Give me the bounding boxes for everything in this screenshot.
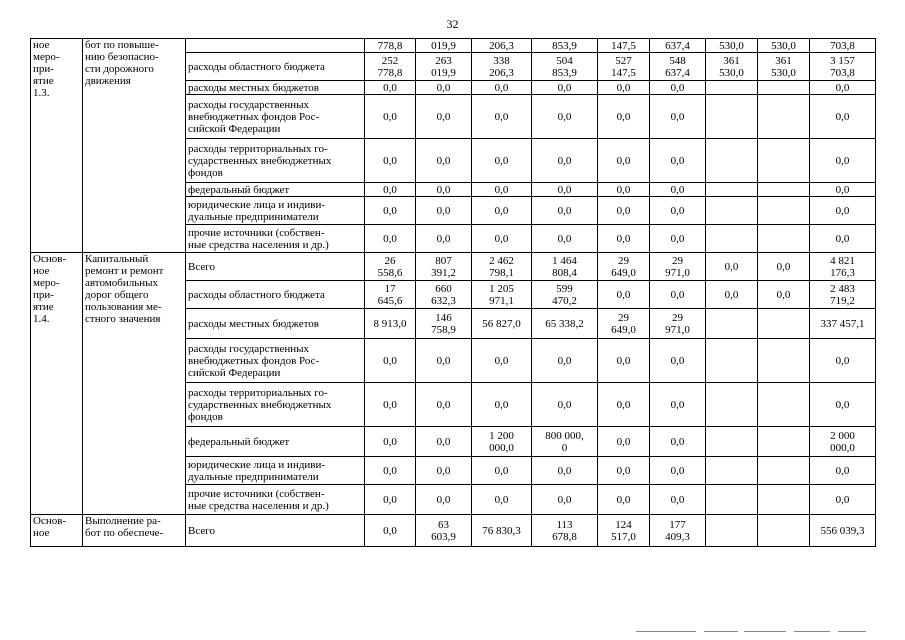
row-label: федеральный бюджет [186, 183, 365, 197]
value-cell: 0,0 [650, 95, 706, 139]
value-cell: 0,0 [598, 485, 650, 515]
value-cell: 8 913,0 [365, 309, 416, 339]
value-cell: 0,0 [472, 225, 532, 253]
value-cell: 29 971,0 [650, 309, 706, 339]
page-number: 32 [446, 17, 459, 31]
value-cell: 0,0 [598, 427, 650, 457]
value-cell: 853,9 [532, 39, 598, 53]
value-cell: 0,0 [706, 253, 758, 281]
value-cell [758, 515, 810, 547]
value-cell: 778,8 [365, 39, 416, 53]
row-label: расходы территориальных го- сударственных внебюджетных фондов [186, 139, 365, 183]
value-cell: 0,0 [365, 383, 416, 427]
value-cell: 0,0 [650, 383, 706, 427]
row-label: расходы областного бюджета [186, 281, 365, 309]
value-cell: 0,0 [810, 139, 876, 183]
value-cell: 0,0 [365, 225, 416, 253]
value-cell: 0,0 [810, 183, 876, 197]
value-cell [758, 339, 810, 383]
value-cell: 2 483 719,2 [810, 281, 876, 309]
value-cell: 0,0 [472, 95, 532, 139]
value-cell [758, 95, 810, 139]
value-cell: 361 530,0 [758, 53, 810, 81]
row-label: расходы местных бюджетов [186, 81, 365, 95]
value-cell: 0,0 [650, 183, 706, 197]
value-cell [758, 309, 810, 339]
value-cell [706, 309, 758, 339]
value-cell: 63 603,9 [416, 515, 472, 547]
value-cell: 0,0 [650, 281, 706, 309]
value-cell [706, 383, 758, 427]
row-label: расходы территориальных го- сударственных внебюджетных фондов [186, 383, 365, 427]
value-cell: 0,0 [472, 457, 532, 485]
row-label: юридические лица и индиви- дуальные предприниматели [186, 457, 365, 485]
value-cell: 0,0 [416, 95, 472, 139]
value-cell: 0,0 [598, 281, 650, 309]
value-cell: 1 464 808,4 [532, 253, 598, 281]
value-cell [706, 183, 758, 197]
value-cell [758, 427, 810, 457]
row-label: юридические лица и индиви- дуальные предприниматели [186, 197, 365, 225]
value-cell [758, 383, 810, 427]
value-cell: 0,0 [598, 383, 650, 427]
row-label: расходы государственных внебюджетных фондов Рос- сийской Федерации [186, 95, 365, 139]
value-cell: 0,0 [416, 383, 472, 427]
value-cell [758, 225, 810, 253]
value-cell [706, 457, 758, 485]
value-cell [758, 457, 810, 485]
value-cell [706, 515, 758, 547]
value-cell: 548 637,4 [650, 53, 706, 81]
value-cell: 0,0 [650, 225, 706, 253]
value-cell: 263 019,9 [416, 53, 472, 81]
value-cell [758, 81, 810, 95]
value-cell: 0,0 [650, 485, 706, 515]
value-cell: 147,5 [598, 39, 650, 53]
value-cell: 56 827,0 [472, 309, 532, 339]
value-cell [758, 139, 810, 183]
value-cell: 0,0 [650, 139, 706, 183]
value-cell: 0,0 [650, 197, 706, 225]
value-cell: 0,0 [598, 139, 650, 183]
value-cell: 337 457,1 [810, 309, 876, 339]
value-cell: 65 338,2 [532, 309, 598, 339]
value-cell: 177 409,3 [650, 515, 706, 547]
row-label: расходы государственных внебюджетных фондов Рос- сийской Федерации [186, 339, 365, 383]
value-cell: 0,0 [598, 339, 650, 383]
row-label: расходы областного бюджета [186, 53, 365, 81]
value-cell: 800 000, 0 [532, 427, 598, 457]
value-cell: 1 200 000,0 [472, 427, 532, 457]
value-cell: 0,0 [472, 383, 532, 427]
value-cell: 637,4 [650, 39, 706, 53]
value-cell: 0,0 [416, 339, 472, 383]
value-cell: 0,0 [598, 81, 650, 95]
value-cell: 807 391,2 [416, 253, 472, 281]
value-cell: 556 039,3 [810, 515, 876, 547]
value-cell: 0,0 [416, 197, 472, 225]
value-cell: 0,0 [365, 81, 416, 95]
table-row [31, 515, 876, 547]
row-label: расходы местных бюджетов [186, 309, 365, 339]
value-cell [706, 139, 758, 183]
table-row [31, 39, 876, 53]
value-cell: 0,0 [365, 139, 416, 183]
value-cell [758, 485, 810, 515]
value-cell: 252 778,8 [365, 53, 416, 81]
value-cell: 4 821 176,3 [810, 253, 876, 281]
value-cell: 0,0 [810, 95, 876, 139]
value-cell: 0,0 [650, 427, 706, 457]
value-cell: 29 649,0 [598, 253, 650, 281]
value-cell: 0,0 [810, 485, 876, 515]
event-name: Выполнение ра- бот по обеспече- [83, 515, 186, 547]
value-cell: 0,0 [598, 183, 650, 197]
value-cell: 0,0 [598, 197, 650, 225]
value-cell: 0,0 [532, 485, 598, 515]
row-label: прочие источники (собствен- ные средства населения и др.) [186, 485, 365, 515]
value-cell: 29 971,0 [650, 253, 706, 281]
value-cell: 1 205 971,1 [472, 281, 532, 309]
value-cell: 0,0 [810, 383, 876, 427]
value-cell: 0,0 [810, 225, 876, 253]
value-cell [706, 225, 758, 253]
value-cell: 0,0 [532, 383, 598, 427]
value-cell: 0,0 [598, 225, 650, 253]
row-label: федеральный бюджет [186, 427, 365, 457]
value-cell: 0,0 [365, 197, 416, 225]
value-cell [706, 95, 758, 139]
value-cell: 0,0 [365, 515, 416, 547]
value-cell [706, 197, 758, 225]
value-cell: 0,0 [365, 427, 416, 457]
value-cell: 0,0 [416, 457, 472, 485]
value-cell: 703,8 [810, 39, 876, 53]
row-label: Всего [186, 253, 365, 281]
value-cell: 0,0 [365, 95, 416, 139]
value-cell: 76 830,3 [472, 515, 532, 547]
value-cell: 0,0 [532, 81, 598, 95]
value-cell: 0,0 [598, 457, 650, 485]
table-row [31, 253, 876, 281]
value-cell: 0,0 [416, 485, 472, 515]
value-cell: 124 517,0 [598, 515, 650, 547]
value-cell: 17 645,6 [365, 281, 416, 309]
value-cell [758, 183, 810, 197]
value-cell: 26 558,6 [365, 253, 416, 281]
value-cell: 0,0 [758, 281, 810, 309]
value-cell: 361 530,0 [706, 53, 758, 81]
value-cell: 0,0 [532, 95, 598, 139]
event-code: ное меро- при- ятие 1.3. [31, 39, 83, 253]
value-cell: 0,0 [416, 225, 472, 253]
value-cell: 599 470,2 [532, 281, 598, 309]
value-cell: 0,0 [365, 183, 416, 197]
value-cell: 146 758,9 [416, 309, 472, 339]
value-cell: 0,0 [532, 139, 598, 183]
value-cell: 0,0 [532, 339, 598, 383]
value-cell: 0,0 [598, 95, 650, 139]
value-cell: 0,0 [365, 485, 416, 515]
value-cell: 338 206,3 [472, 53, 532, 81]
value-cell: 2 462 798,1 [472, 253, 532, 281]
value-cell: 0,0 [472, 139, 532, 183]
event-code: Основ- ное меро- при- ятие 1.4. [31, 253, 83, 515]
value-cell: 0,0 [416, 81, 472, 95]
value-cell: 0,0 [650, 81, 706, 95]
value-cell: 530,0 [758, 39, 810, 53]
value-cell: 0,0 [472, 183, 532, 197]
value-cell: 0,0 [650, 339, 706, 383]
value-cell: 504 853,9 [532, 53, 598, 81]
value-cell: 2 000 000,0 [810, 427, 876, 457]
value-cell: 0,0 [472, 339, 532, 383]
value-cell: 3 157 703,8 [810, 53, 876, 81]
value-cell: 660 632,3 [416, 281, 472, 309]
value-cell: 0,0 [706, 281, 758, 309]
value-cell: 0,0 [365, 339, 416, 383]
value-cell: 0,0 [810, 339, 876, 383]
value-cell: 530,0 [706, 39, 758, 53]
row-label: прочие источники (собствен- ные средства населения и др.) [186, 225, 365, 253]
value-cell [706, 485, 758, 515]
value-cell: 0,0 [810, 457, 876, 485]
value-cell [706, 81, 758, 95]
value-cell: 0,0 [365, 457, 416, 485]
value-cell: 0,0 [532, 197, 598, 225]
event-code: Основ- ное [31, 515, 83, 547]
value-cell [758, 197, 810, 225]
value-cell: 0,0 [416, 183, 472, 197]
value-cell: 0,0 [810, 81, 876, 95]
event-name: Капитальный ремонт и ремонт автомобильных дорог общего пользования ме- стного значения [83, 253, 186, 515]
value-cell: 0,0 [532, 183, 598, 197]
value-cell: 0,0 [472, 485, 532, 515]
value-cell: 0,0 [416, 139, 472, 183]
value-cell: 0,0 [416, 427, 472, 457]
value-cell: 019,9 [416, 39, 472, 53]
value-cell [706, 339, 758, 383]
value-cell: 29 649,0 [598, 309, 650, 339]
value-cell: 113 678,8 [532, 515, 598, 547]
footer-rule [0, 631, 905, 633]
row-label [186, 39, 365, 53]
value-cell: 0,0 [532, 225, 598, 253]
value-cell: 206,3 [472, 39, 532, 53]
value-cell: 0,0 [472, 81, 532, 95]
value-cell: 0,0 [810, 197, 876, 225]
value-cell: 0,0 [472, 197, 532, 225]
event-name: бот по повыше- нию безопасно- сти дорожного движения [83, 39, 186, 253]
value-cell: 0,0 [650, 457, 706, 485]
budget-table [30, 38, 876, 547]
row-label: Всего [186, 515, 365, 547]
value-cell [706, 427, 758, 457]
value-cell: 0,0 [532, 457, 598, 485]
value-cell: 0,0 [758, 253, 810, 281]
value-cell: 527 147,5 [598, 53, 650, 81]
